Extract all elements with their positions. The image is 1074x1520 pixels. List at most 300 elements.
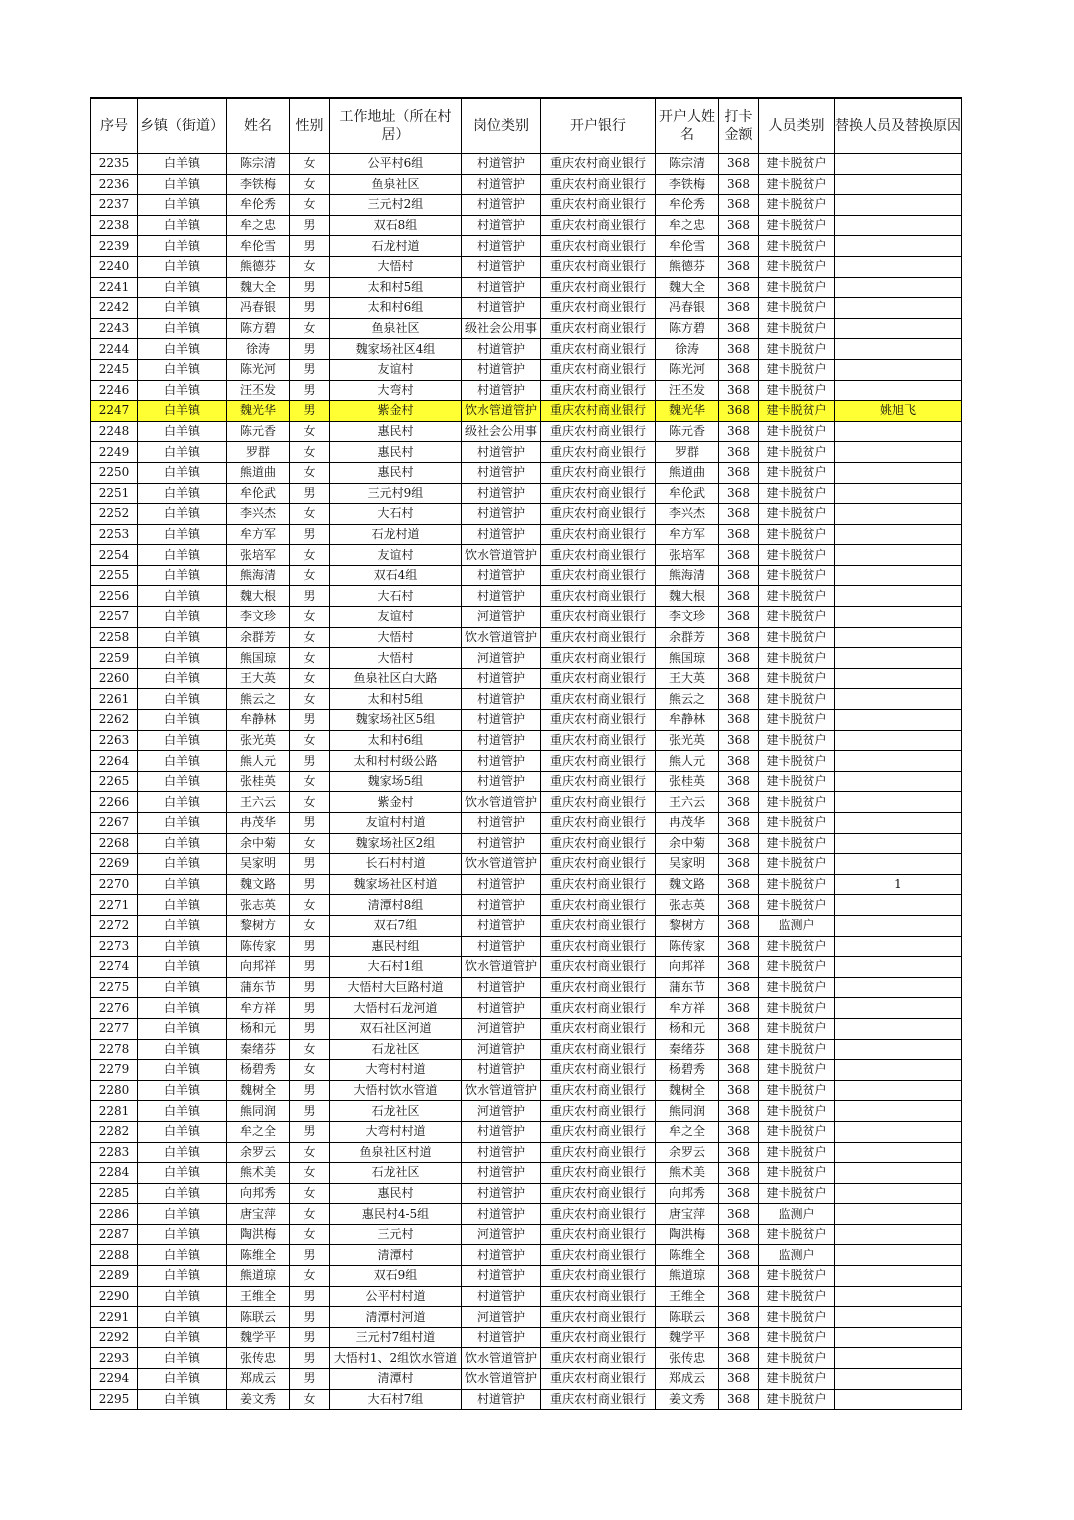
seq-cell: 2280 <box>91 1080 138 1101</box>
seq-cell: 2264 <box>91 751 138 772</box>
gender-cell: 女 <box>290 833 330 854</box>
table-row <box>91 977 962 998</box>
post-type-cell: 饮水管道管护 <box>462 1348 541 1369</box>
post-type-cell: 村道管护 <box>462 730 541 751</box>
name-cell: 陈方碧 <box>227 318 290 339</box>
bank-cell: 重庆农村商业银行 <box>541 1389 656 1410</box>
name-cell: 张桂英 <box>227 771 290 792</box>
category-cell: 建卡脱贫户 <box>759 1266 835 1287</box>
header-row <box>91 98 962 154</box>
seq-cell: 2284 <box>91 1163 138 1184</box>
account-holder-cell: 余罗云 <box>656 1142 719 1163</box>
bank-cell: 重庆农村商业银行 <box>541 236 656 257</box>
town-cell: 白羊镇 <box>138 1348 227 1369</box>
town-cell: 白羊镇 <box>138 895 227 916</box>
category-cell: 建卡脱贫户 <box>759 504 835 525</box>
name-cell: 牟方军 <box>227 524 290 545</box>
address-cell: 鱼泉社区村道 <box>330 1142 462 1163</box>
seq-cell: 2258 <box>91 627 138 648</box>
gender-cell: 男 <box>290 1369 330 1390</box>
category-cell: 建卡脱贫户 <box>759 1307 835 1328</box>
table-row <box>91 957 962 978</box>
name-cell: 李文珍 <box>227 607 290 628</box>
gender-cell: 男 <box>290 1101 330 1122</box>
seq-cell: 2289 <box>91 1266 138 1287</box>
table-row <box>91 1163 962 1184</box>
address-cell: 清潭村 <box>330 1245 462 1266</box>
gender-cell: 女 <box>290 648 330 669</box>
table-row <box>91 1389 962 1410</box>
address-cell: 大弯村村道 <box>330 1121 462 1142</box>
seq-cell: 2285 <box>91 1183 138 1204</box>
address-cell: 大悟村石龙河道 <box>330 998 462 1019</box>
table-row <box>91 442 962 463</box>
header-replacement: 替换人员及替换原因 <box>835 98 962 154</box>
post-type-cell: 河道管护 <box>462 1101 541 1122</box>
table-row <box>91 1142 962 1163</box>
gender-cell: 女 <box>290 668 330 689</box>
table-row <box>91 359 962 380</box>
replacement-cell <box>835 895 962 916</box>
post-type-cell: 饮水管道管护 <box>462 545 541 566</box>
account-holder-cell: 熊人元 <box>656 751 719 772</box>
replacement-cell <box>835 1080 962 1101</box>
amount-cell: 368 <box>719 1121 759 1142</box>
replacement-cell <box>835 936 962 957</box>
amount-cell: 368 <box>719 1327 759 1348</box>
table-row <box>91 1286 962 1307</box>
seq-cell: 2235 <box>91 154 138 175</box>
table-row <box>91 215 962 236</box>
gender-cell: 男 <box>290 977 330 998</box>
replacement-cell <box>835 339 962 360</box>
address-cell: 双石7组 <box>330 915 462 936</box>
category-cell: 建卡脱贫户 <box>759 710 835 731</box>
seq-cell: 2272 <box>91 915 138 936</box>
replacement-cell <box>835 957 962 978</box>
replacement-cell <box>835 298 962 319</box>
category-cell: 监测户 <box>759 1245 835 1266</box>
address-cell: 友谊村 <box>330 359 462 380</box>
address-cell: 紫金村 <box>330 792 462 813</box>
amount-cell: 368 <box>719 1018 759 1039</box>
town-cell: 白羊镇 <box>138 1389 227 1410</box>
town-cell: 白羊镇 <box>138 442 227 463</box>
bank-cell: 重庆农村商业银行 <box>541 504 656 525</box>
amount-cell: 368 <box>719 751 759 772</box>
amount-cell: 368 <box>719 607 759 628</box>
address-cell: 惠民村 <box>330 421 462 442</box>
category-cell: 建卡脱贫户 <box>759 298 835 319</box>
name-cell: 熊道曲 <box>227 462 290 483</box>
bank-cell: 重庆农村商业银行 <box>541 957 656 978</box>
gender-cell: 女 <box>290 174 330 195</box>
gender-cell: 女 <box>290 1266 330 1287</box>
town-cell: 白羊镇 <box>138 792 227 813</box>
account-holder-cell: 陈元香 <box>656 421 719 442</box>
table-row <box>91 586 962 607</box>
post-type-cell: 河道管护 <box>462 1018 541 1039</box>
account-holder-cell: 熊海清 <box>656 565 719 586</box>
category-cell: 建卡脱贫户 <box>759 545 835 566</box>
town-cell: 白羊镇 <box>138 195 227 216</box>
bank-cell: 重庆农村商业银行 <box>541 689 656 710</box>
post-type-cell: 村道管护 <box>462 256 541 277</box>
post-type-cell: 村道管护 <box>462 998 541 1019</box>
account-holder-cell: 张桂英 <box>656 771 719 792</box>
table-row <box>91 1224 962 1245</box>
table-row <box>91 792 962 813</box>
name-cell: 牟之全 <box>227 1121 290 1142</box>
address-cell: 惠民村 <box>330 1183 462 1204</box>
address-cell: 大弯村 <box>330 380 462 401</box>
post-type-cell: 村道管护 <box>462 1163 541 1184</box>
town-cell: 白羊镇 <box>138 998 227 1019</box>
table-row <box>91 998 962 1019</box>
bank-cell: 重庆农村商业银行 <box>541 915 656 936</box>
account-holder-cell: 冉茂华 <box>656 813 719 834</box>
post-type-cell: 村道管护 <box>462 195 541 216</box>
bank-cell: 重庆农村商业银行 <box>541 1369 656 1390</box>
address-cell: 三元村9组 <box>330 483 462 504</box>
town-cell: 白羊镇 <box>138 1018 227 1039</box>
table-row <box>91 421 962 442</box>
address-cell: 魏家场社区村道 <box>330 874 462 895</box>
address-cell: 石龙社区 <box>330 1039 462 1060</box>
account-holder-cell: 汪丕发 <box>656 380 719 401</box>
amount-cell: 368 <box>719 1307 759 1328</box>
post-type-cell: 饮水管道管护 <box>462 957 541 978</box>
table-row <box>91 689 962 710</box>
gender-cell: 女 <box>290 1183 330 1204</box>
category-cell: 建卡脱贫户 <box>759 462 835 483</box>
account-holder-cell: 罗群 <box>656 442 719 463</box>
post-type-cell: 饮水管道管护 <box>462 792 541 813</box>
category-cell: 建卡脱贫户 <box>759 1389 835 1410</box>
replacement-cell <box>835 730 962 751</box>
replacement-cell <box>835 813 962 834</box>
post-type-cell: 村道管护 <box>462 977 541 998</box>
replacement-cell <box>835 1039 962 1060</box>
account-holder-cell: 熊道琼 <box>656 1266 719 1287</box>
town-cell: 白羊镇 <box>138 668 227 689</box>
seq-cell: 2253 <box>91 524 138 545</box>
account-holder-cell: 向邦秀 <box>656 1183 719 1204</box>
name-cell: 张传忠 <box>227 1348 290 1369</box>
address-cell: 清潭村 <box>330 1369 462 1390</box>
town-cell: 白羊镇 <box>138 565 227 586</box>
category-cell: 建卡脱贫户 <box>759 1224 835 1245</box>
gender-cell: 女 <box>290 545 330 566</box>
name-cell: 张光英 <box>227 730 290 751</box>
seq-cell: 2244 <box>91 339 138 360</box>
name-cell: 余罗云 <box>227 1142 290 1163</box>
category-cell: 建卡脱贫户 <box>759 813 835 834</box>
account-holder-cell: 张培军 <box>656 545 719 566</box>
replacement-cell <box>835 710 962 731</box>
replacement-cell <box>835 1307 962 1328</box>
town-cell: 白羊镇 <box>138 1183 227 1204</box>
category-cell: 建卡脱贫户 <box>759 1286 835 1307</box>
seq-cell: 2237 <box>91 195 138 216</box>
amount-cell: 368 <box>719 998 759 1019</box>
category-cell: 建卡脱贫户 <box>759 1183 835 1204</box>
name-cell: 郑成云 <box>227 1369 290 1390</box>
address-cell: 石龙社区 <box>330 1163 462 1184</box>
table-row <box>91 1369 962 1390</box>
bank-cell: 重庆农村商业银行 <box>541 874 656 895</box>
town-cell: 白羊镇 <box>138 1163 227 1184</box>
table-row <box>91 1266 962 1287</box>
amount-cell: 368 <box>719 854 759 875</box>
address-cell: 紫金村 <box>330 401 462 422</box>
gender-cell: 女 <box>290 689 330 710</box>
table-row <box>91 298 962 319</box>
amount-cell: 368 <box>719 236 759 257</box>
name-cell: 李兴杰 <box>227 504 290 525</box>
name-cell: 王大英 <box>227 668 290 689</box>
category-cell: 建卡脱贫户 <box>759 627 835 648</box>
bank-cell: 重庆农村商业银行 <box>541 1245 656 1266</box>
name-cell: 向邦祥 <box>227 957 290 978</box>
category-cell: 建卡脱贫户 <box>759 1163 835 1184</box>
header-name: 姓名 <box>227 98 290 154</box>
replacement-cell <box>835 1327 962 1348</box>
bank-cell: 重庆农村商业银行 <box>541 1121 656 1142</box>
seq-cell: 2290 <box>91 1286 138 1307</box>
amount-cell: 368 <box>719 874 759 895</box>
replacement-cell <box>835 751 962 772</box>
post-type-cell: 村道管护 <box>462 524 541 545</box>
bank-cell: 重庆农村商业银行 <box>541 1039 656 1060</box>
replacement-cell <box>835 833 962 854</box>
category-cell: 建卡脱贫户 <box>759 277 835 298</box>
bank-cell: 重庆农村商业银行 <box>541 565 656 586</box>
post-type-cell: 村道管护 <box>462 689 541 710</box>
category-cell: 建卡脱贫户 <box>759 998 835 1019</box>
account-holder-cell: 熊德芬 <box>656 256 719 277</box>
table-row <box>91 236 962 257</box>
seq-cell: 2236 <box>91 174 138 195</box>
account-holder-cell: 杨和元 <box>656 1018 719 1039</box>
amount-cell: 368 <box>719 689 759 710</box>
account-holder-cell: 徐涛 <box>656 339 719 360</box>
gender-cell: 男 <box>290 1286 330 1307</box>
replacement-cell <box>835 195 962 216</box>
seq-cell: 2252 <box>91 504 138 525</box>
gender-cell: 女 <box>290 627 330 648</box>
town-cell: 白羊镇 <box>138 833 227 854</box>
category-cell: 监测户 <box>759 915 835 936</box>
replacement-cell <box>835 771 962 792</box>
gender-cell: 女 <box>290 421 330 442</box>
gender-cell: 男 <box>290 298 330 319</box>
gender-cell: 男 <box>290 401 330 422</box>
gender-cell: 男 <box>290 483 330 504</box>
seq-cell: 2246 <box>91 380 138 401</box>
amount-cell: 368 <box>719 298 759 319</box>
account-holder-cell: 张传忠 <box>656 1348 719 1369</box>
replacement-cell <box>835 1286 962 1307</box>
category-cell: 建卡脱贫户 <box>759 442 835 463</box>
seq-cell: 2243 <box>91 318 138 339</box>
gender-cell: 男 <box>290 359 330 380</box>
category-cell: 建卡脱贫户 <box>759 1369 835 1390</box>
bank-cell: 重庆农村商业银行 <box>541 813 656 834</box>
account-holder-cell: 姜文秀 <box>656 1389 719 1410</box>
replacement-cell <box>835 1060 962 1081</box>
account-holder-cell: 魏大根 <box>656 586 719 607</box>
bank-cell: 重庆农村商业银行 <box>541 545 656 566</box>
address-cell: 鱼泉社区白大路 <box>330 668 462 689</box>
category-cell: 建卡脱贫户 <box>759 565 835 586</box>
post-type-cell: 村道管护 <box>462 833 541 854</box>
account-holder-cell: 向邦祥 <box>656 957 719 978</box>
replacement-cell <box>835 1121 962 1142</box>
town-cell: 白羊镇 <box>138 915 227 936</box>
table-row <box>91 1101 962 1122</box>
replacement-cell <box>835 380 962 401</box>
gender-cell: 女 <box>290 195 330 216</box>
amount-cell: 368 <box>719 586 759 607</box>
gender-cell: 女 <box>290 1204 330 1225</box>
address-cell: 大悟村大巨路村道 <box>330 977 462 998</box>
category-cell: 建卡脱贫户 <box>759 586 835 607</box>
table-row <box>91 1060 962 1081</box>
category-cell: 建卡脱贫户 <box>759 236 835 257</box>
account-holder-cell: 牟伦秀 <box>656 195 719 216</box>
address-cell: 惠民村4-5组 <box>330 1204 462 1225</box>
replacement-cell <box>835 359 962 380</box>
category-cell: 建卡脱贫户 <box>759 1142 835 1163</box>
address-cell: 鱼泉社区 <box>330 174 462 195</box>
amount-cell: 368 <box>719 813 759 834</box>
seq-cell: 2291 <box>91 1307 138 1328</box>
address-cell: 公平村村道 <box>330 1286 462 1307</box>
account-holder-cell: 牟方军 <box>656 524 719 545</box>
category-cell: 建卡脱贫户 <box>759 730 835 751</box>
bank-cell: 重庆农村商业银行 <box>541 586 656 607</box>
category-cell: 建卡脱贫户 <box>759 792 835 813</box>
town-cell: 白羊镇 <box>138 813 227 834</box>
category-cell: 建卡脱贫户 <box>759 607 835 628</box>
name-cell: 魏大全 <box>227 277 290 298</box>
post-type-cell: 村道管护 <box>462 1142 541 1163</box>
seq-cell: 2250 <box>91 462 138 483</box>
amount-cell: 368 <box>719 1060 759 1081</box>
post-type-cell: 河道管护 <box>462 1307 541 1328</box>
address-cell: 大悟村 <box>330 627 462 648</box>
table-row <box>91 318 962 339</box>
bank-cell: 重庆农村商业银行 <box>541 730 656 751</box>
replacement-cell <box>835 1389 962 1410</box>
bank-cell: 重庆农村商业银行 <box>541 1163 656 1184</box>
post-type-cell: 村道管护 <box>462 1266 541 1287</box>
address-cell: 魏家场社区2组 <box>330 833 462 854</box>
category-cell: 建卡脱贫户 <box>759 380 835 401</box>
town-cell: 白羊镇 <box>138 236 227 257</box>
address-cell: 石龙社区 <box>330 1101 462 1122</box>
bank-cell: 重庆农村商业银行 <box>541 1018 656 1039</box>
account-holder-cell: 牟之忠 <box>656 215 719 236</box>
name-cell: 陈维全 <box>227 1245 290 1266</box>
bank-cell: 重庆农村商业银行 <box>541 771 656 792</box>
post-type-cell: 村道管护 <box>462 1121 541 1142</box>
name-cell: 魏大根 <box>227 586 290 607</box>
address-cell: 太和村村级公路 <box>330 751 462 772</box>
town-cell: 白羊镇 <box>138 1369 227 1390</box>
name-cell: 姜文秀 <box>227 1389 290 1410</box>
gender-cell: 男 <box>290 1307 330 1328</box>
post-type-cell: 村道管护 <box>462 442 541 463</box>
bank-cell: 重庆农村商业银行 <box>541 524 656 545</box>
table-row <box>91 545 962 566</box>
gender-cell: 男 <box>290 1245 330 1266</box>
table-row <box>91 874 962 895</box>
amount-cell: 368 <box>719 504 759 525</box>
gender-cell: 男 <box>290 936 330 957</box>
table-row <box>91 256 962 277</box>
town-cell: 白羊镇 <box>138 977 227 998</box>
bank-cell: 重庆农村商业银行 <box>541 1142 656 1163</box>
name-cell: 秦绪芬 <box>227 1039 290 1060</box>
address-cell: 鱼泉社区 <box>330 318 462 339</box>
replacement-cell <box>835 998 962 1019</box>
name-cell: 牟伦雪 <box>227 236 290 257</box>
seq-cell: 2240 <box>91 256 138 277</box>
account-holder-cell: 魏学平 <box>656 1327 719 1348</box>
account-holder-cell: 李兴杰 <box>656 504 719 525</box>
gender-cell: 女 <box>290 1142 330 1163</box>
bank-cell: 重庆农村商业银行 <box>541 318 656 339</box>
amount-cell: 368 <box>719 1163 759 1184</box>
bank-cell: 重庆农村商业银行 <box>541 895 656 916</box>
address-cell: 三元村2组 <box>330 195 462 216</box>
bank-cell: 重庆农村商业银行 <box>541 421 656 442</box>
amount-cell: 368 <box>719 648 759 669</box>
replacement-cell <box>835 256 962 277</box>
seq-cell: 2238 <box>91 215 138 236</box>
seq-cell: 2273 <box>91 936 138 957</box>
town-cell: 白羊镇 <box>138 545 227 566</box>
account-holder-cell: 王维全 <box>656 1286 719 1307</box>
table-row <box>91 195 962 216</box>
post-type-cell: 村道管护 <box>462 215 541 236</box>
name-cell: 魏文路 <box>227 874 290 895</box>
town-cell: 白羊镇 <box>138 1266 227 1287</box>
town-cell: 白羊镇 <box>138 1327 227 1348</box>
gender-cell: 男 <box>290 751 330 772</box>
category-cell: 建卡脱贫户 <box>759 174 835 195</box>
gender-cell: 男 <box>290 380 330 401</box>
amount-cell: 368 <box>719 977 759 998</box>
replacement-cell <box>835 524 962 545</box>
bank-cell: 重庆农村商业银行 <box>541 1307 656 1328</box>
town-cell: 白羊镇 <box>138 462 227 483</box>
gender-cell: 女 <box>290 895 330 916</box>
header-seq: 序号 <box>91 98 138 154</box>
account-holder-cell: 熊国琼 <box>656 648 719 669</box>
bank-cell: 重庆农村商业银行 <box>541 1348 656 1369</box>
table-row <box>91 1039 962 1060</box>
post-type-cell: 村道管护 <box>462 1286 541 1307</box>
address-cell: 太和村6组 <box>330 730 462 751</box>
seq-cell: 2239 <box>91 236 138 257</box>
address-cell: 三元村 <box>330 1224 462 1245</box>
bank-cell: 重庆农村商业银行 <box>541 833 656 854</box>
bank-cell: 重庆农村商业银行 <box>541 607 656 628</box>
post-type-cell: 村道管护 <box>462 462 541 483</box>
